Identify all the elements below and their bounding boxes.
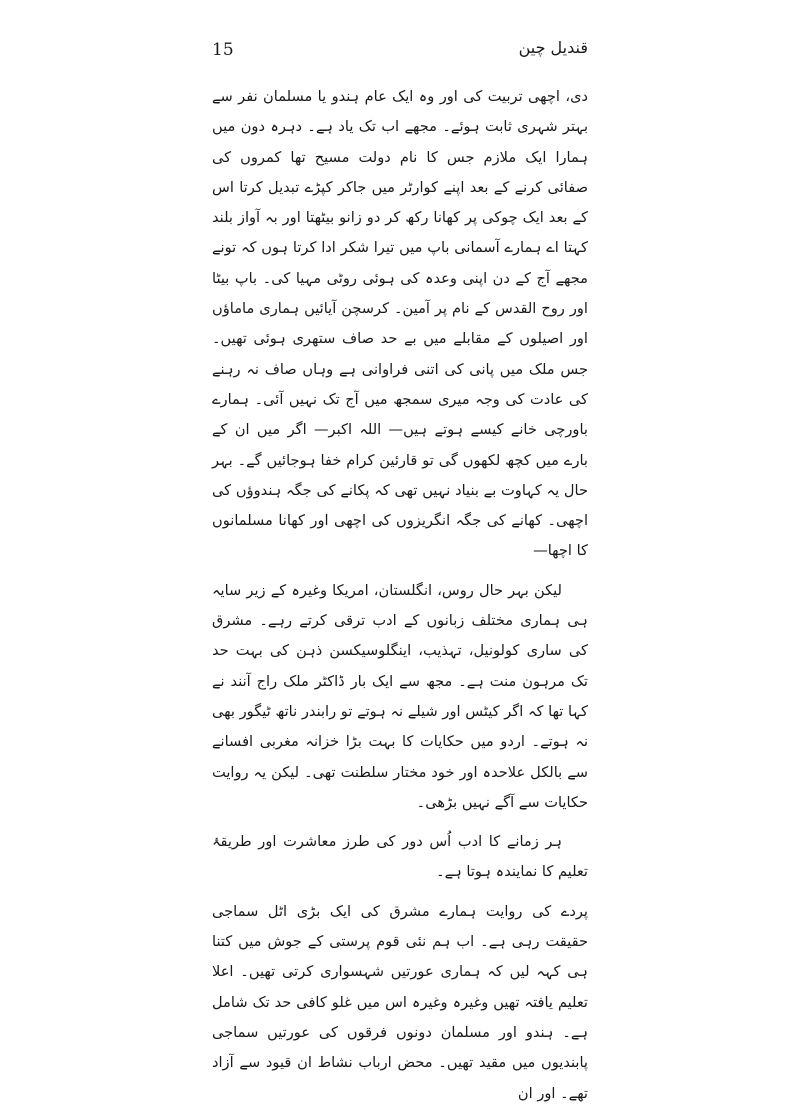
running-title: قندیل چین — [518, 38, 588, 57]
body-text — [212, 82, 588, 1109]
paragraph-1: دی، اچھی تربیت کی اور وہ ایک عام ہندو یا مسلمان نفر سے بہتر شہری ثابت ہوئے۔ مجھے اب تک یاد ہے۔ دہرہ دون میں ہمارا ایک ملازم جس کا نام دولت مسیح تھا کمروں کی صفائی کرنے کے بعد اپنے کوارٹر میں جاکر کپڑے تبدیل کرتا اس کے بعد ایک چوکی پر کھانا رکھ کر دو زانو بیٹھتا اور بہ آواز بلند کہتا اے ہمارے آسمانی باپ میں تیرا شکر ادا کرتا ہوں کہ تونے مجھے آج کے دن اپنی وعدہ کی ہوئی روٹی مہیا کی۔ باپ بیٹا اور روح القدس کے نام پر آمین۔ کرسچن آیائیں ہماری ماماؤں اور اصیلوں کے مقابلے میں بے حد صاف ستھری ہوئی تھیں۔ جس ملک میں پانی کی اتنی فراوانی ہے وہاں صاف نہ رہنے کی عادت کی وجہ میری سمجھ میں آج تک نہیں آئی۔ ہمارے باورچی خانے کیسے ہوتے ہیں— اللہ اکبر— اگر میں ان کے بارے میں کچھ لکھوں گی تو قارئین کرام خفا ہوجائیں گے۔ بہر حال یہ کہاوت بے بنیاد نہیں تھی کہ پکانے کی جگہ ہندوؤں کی اچھی۔ کھانے کی جگہ انگریزوں کی اچھی اور کھانا مسلمانوں کا اچھا— — [212, 88, 588, 560]
page-number: 15 — [212, 40, 234, 60]
paragraph-3: ہر زمانے کا ادب اُس دور کی طرز معاشرت اور طریقۂ تعلیم کا نمایندہ ہوتا ہے۔ — [212, 833, 588, 881]
paragraph-4: پردے کی روایت ہمارے مشرق کی ایک بڑی اٹل سماجی حقیقت رہی ہے۔ اب ہم نئی قوم پرستی کے جوش میں کتنا ہی کہہ لیں کہ ہماری عورتیں شہسواری کرتی تھیں۔ اعلا تعلیم یافتہ تھیں وغیرہ وغیرہ اس میں غلو کافی حد تک شامل ہے۔ ہندو اور مسلمان دونوں فرقوں کی عورتیں سماجی پابندیوں میں مقید تھیں۔ محض ارباب نشاط ان قیود سے آزاد تھے۔ اور ان — [212, 902, 588, 1102]
page-header — [212, 38, 588, 68]
paragraph-2: لیکن بہر حال روس، انگلستان، امریکا وغیرہ کے زیر سایہ ہی ہماری مختلف زبانوں کے ادب ترقی کرتے رہے۔ مشرق کی ساری کولونیل، تہذیب، اینگلوسیکسن ذہن کی بہت حد تک مرہون منت ہے۔ مجھ سے ایک بار ڈاکٹر ملک راج آنند نے کہا تھا کہ اگر کیٹس اور شیلے نہ ہوتے تو رابندر ناتھ ٹیگور بھی نہ ہوتے۔ اردو میں حکایات کا بہت بڑا خزانہ مغربی افسانے سے بالکل علاحدہ اور خود مختار سلطنت تھی۔ لیکن یہ روایت حکایات سے آگے نہیں بڑھی۔ — [212, 581, 588, 811]
